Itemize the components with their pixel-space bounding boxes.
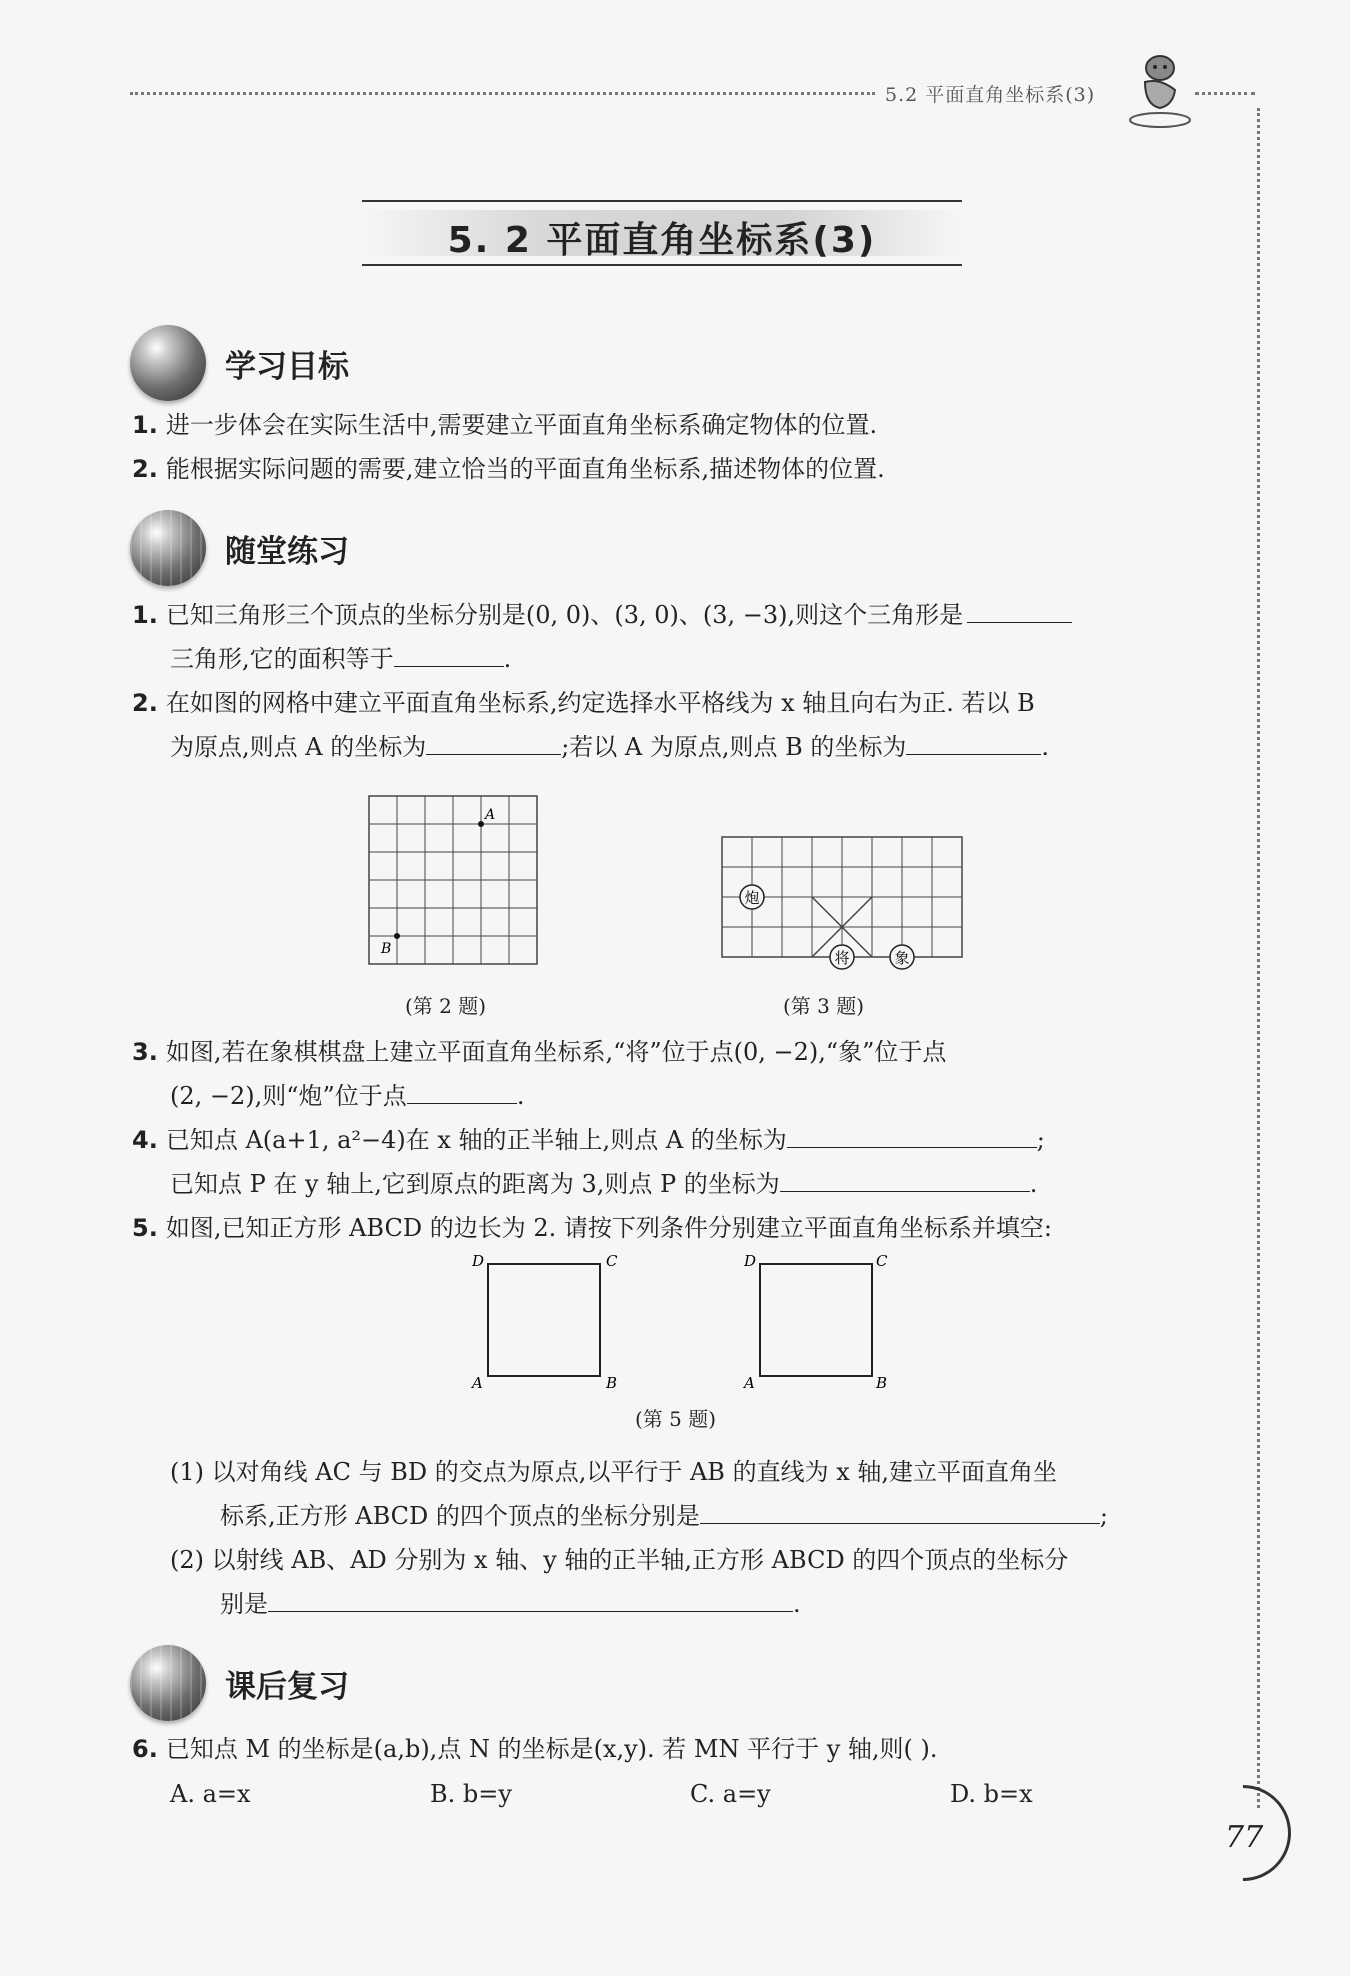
q4-line2: 已知点 P 在 y 轴上,它到原点的距离为 3,则点 P 的坐标为 . [170, 1167, 1037, 1201]
q6-option-a: A. a=x [170, 1780, 251, 1808]
q5-1-line1: (1) 以对角线 AC 与 BD 的交点为原点,以平行于 AB 的直线为 x 轴,建立平面直角坐 [170, 1458, 1057, 1486]
svg-text:炮: 炮 [744, 889, 760, 907]
q2-line1: 2. 在如图的网格中建立平面直角坐标系,约定选择水平格线为 x 轴且向右为正. 若以 B [132, 689, 1035, 717]
sphere-mesh-icon [130, 1645, 206, 1721]
svg-text:C: C [876, 1252, 888, 1270]
q5-2-line1: (2) 以射线 AB、AD 分别为 x 轴、y 轴的正半轴,正方形 ABCD 的四个顶点的坐标分 [170, 1546, 1069, 1574]
mascot-icon [1125, 50, 1195, 130]
goal-1: 1. 进一步体会在实际生活中,需要建立平面直角坐标系确定物体的位置. [132, 411, 878, 439]
header-rule-right [1195, 92, 1255, 95]
q6-option-b: B. b=y [430, 1780, 512, 1808]
section-practice-title: 随堂练习 [225, 534, 349, 570]
svg-text:C: C [606, 1252, 618, 1270]
q4-line1: 4. 已知点 A(a+1, a²−4)在 x 轴的正半轴上,则点 A 的坐标为 ; [132, 1123, 1045, 1157]
goal-2: 2. 能根据实际问题的需要,建立恰当的平面直角坐标系,描述物体的位置. [132, 455, 885, 483]
piece-jiang [830, 945, 854, 969]
point-a-dot [478, 821, 484, 827]
running-title: 5.2 平面直角坐标系(3) [885, 84, 1096, 106]
figure-2-caption: (第 2 题) [405, 994, 487, 1018]
q3-line1: 3. 如图,若在象棋棋盘上建立平面直角坐标系,“将”位于点(0, −2),“象”位于点 [132, 1038, 947, 1066]
square-2 [742, 1252, 888, 1392]
q6-option-d: D. b=x [950, 1780, 1033, 1808]
sphere-icon [130, 325, 206, 401]
q5-2-line2: 别是 . [220, 1587, 801, 1621]
svg-text:A: A [744, 1374, 755, 1392]
q6-option-c: C. a=y [690, 1780, 771, 1808]
figure-3-caption: (第 3 题) [783, 994, 865, 1018]
figure-3-chessboard [720, 835, 970, 975]
sphere-grid-icon [130, 510, 206, 586]
section-goals [130, 325, 530, 405]
q2-line2: 为原点,则点 A 的坐标为 ;若以 A 为原点,则点 B 的坐标为 . [170, 730, 1049, 764]
point-b-dot [394, 933, 400, 939]
section-review-title: 课后复习 [225, 1669, 349, 1705]
q3-line2: (2, −2),则“炮”位于点 . [170, 1079, 524, 1113]
point-a-label: A [485, 807, 496, 823]
section-review [130, 1645, 530, 1725]
svg-text:象: 象 [894, 949, 910, 967]
q1-line1: 1. 已知三角形三个顶点的坐标分别是(0, 0)、(3, 0)、(3, −3),则这个三角形是 [132, 598, 1072, 632]
q5-line1: 5. 如图,已知正方形 ABCD 的边长为 2. 请按下列条件分别建立平面直角坐标系并填空: [132, 1214, 1052, 1242]
svg-text:B: B [876, 1374, 888, 1392]
piece-xiang [890, 945, 914, 969]
side-rule [1257, 108, 1260, 1808]
chapter-title-text: 5. 2 平面直角坐标系(3) [447, 220, 877, 261]
point-b-label: B [381, 941, 392, 957]
section-goals-title: 学习目标 [225, 349, 349, 385]
header-rule [130, 92, 875, 95]
figure-2-grid [368, 795, 538, 965]
square-1 [470, 1252, 618, 1392]
q5-1-line2: 标系,正方形 ABCD 的四个顶点的坐标分别是 ; [220, 1499, 1108, 1533]
piece-pao [740, 885, 764, 909]
svg-text:D: D [472, 1252, 485, 1270]
svg-text:将: 将 [834, 949, 850, 967]
svg-text:A: A [472, 1374, 483, 1392]
q1-line2: 三角形,它的面积等于 . [170, 642, 511, 676]
page-number: 77 [1225, 1820, 1264, 1855]
figure-5-squares [468, 1252, 888, 1392]
figure-5-caption: (第 5 题) [635, 1407, 717, 1431]
section-practice [130, 510, 530, 590]
chapter-title [362, 200, 962, 266]
q6-line1: 6. 已知点 M 的坐标是(a,b),点 N 的坐标是(x,y). 若 MN 平行于 y 轴,则( ). [132, 1735, 938, 1763]
svg-text:D: D [744, 1252, 757, 1270]
svg-text:B: B [606, 1374, 618, 1392]
